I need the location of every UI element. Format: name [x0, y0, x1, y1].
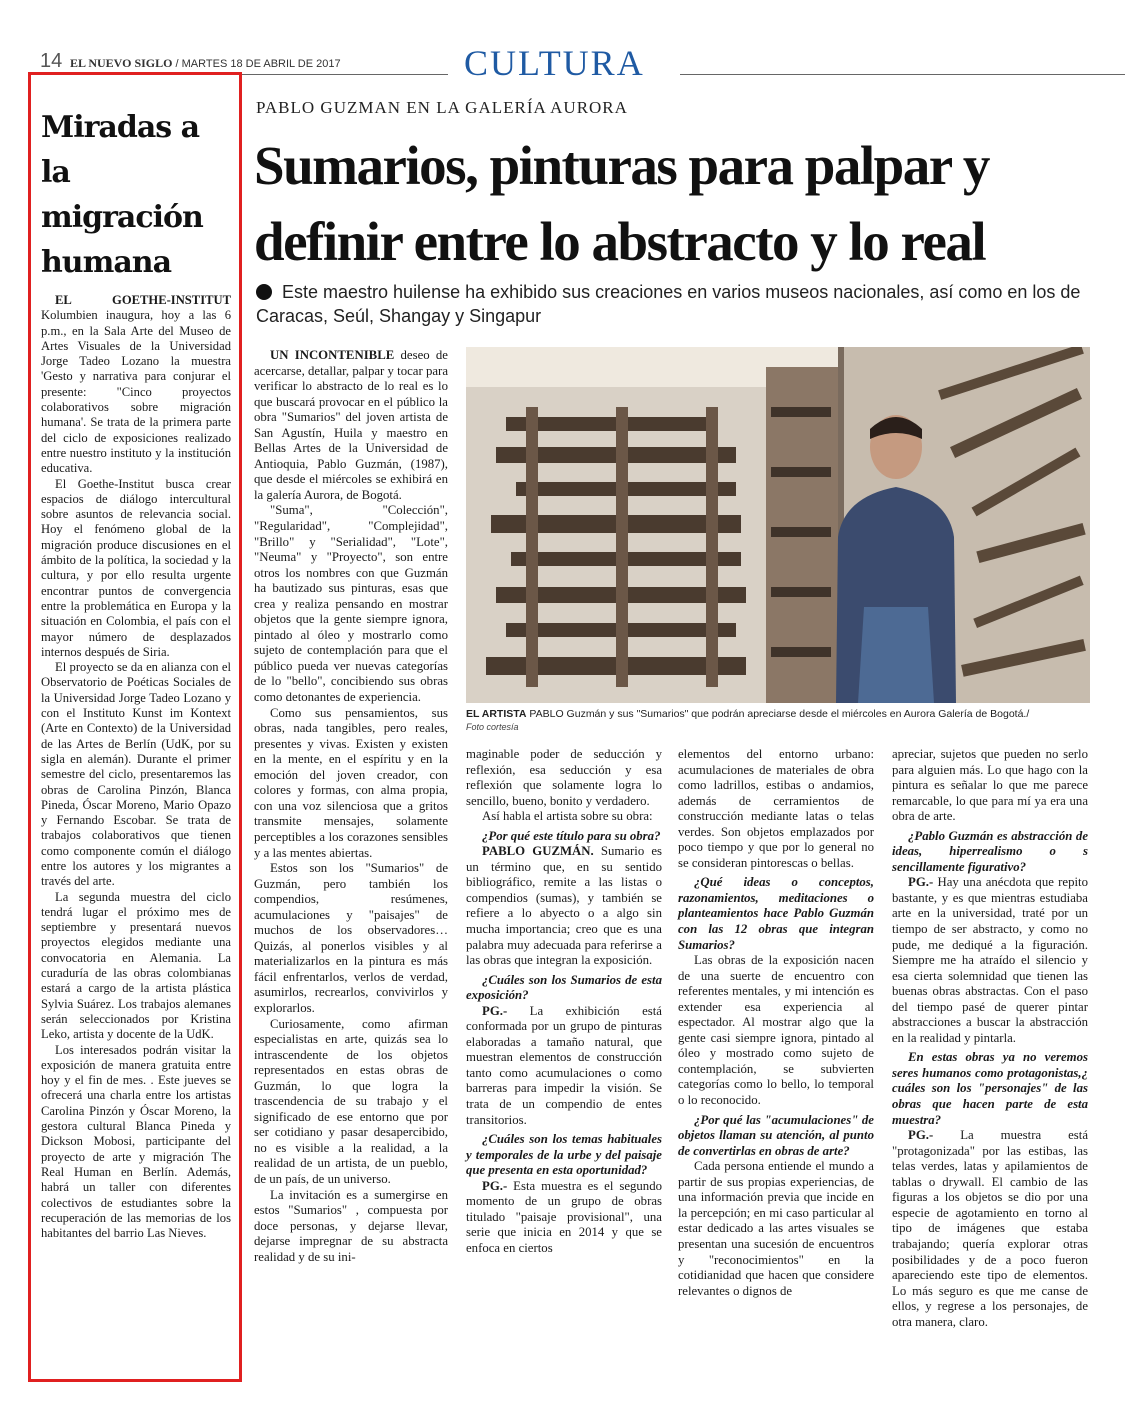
paper-dateline: [70, 56, 341, 71]
artist-photo-illustration: [466, 347, 1090, 703]
article-paragraph: elementos del entorno urbano: acumulaciones de materiales de obra como ladrillos, estibas o andamios, además de cerramientos de construcción mediante latas o telas verdes. Son objetos emplazados por poco tiempo y que por lo general no se consideran pintorescas o bellas.: [678, 747, 874, 870]
article-paragraph: "Suma", "Colección", "Regularidad", "Complejidad", "Brillo" y "Serialidad", "Lote", "Neuma" y "Proyecto", son entre otros los nombres con que Guzmán ha bautizado sus pinturas, esas que crea y realiza pensando en mostrar objetos que la gente siempre ignora, pintado al óleo y mostrarlo como sujeto de contemplación para que el público pueda ver nuevas categorías de lo "bello", concibiendo sus obras como detonantes de experiencia.: [254, 503, 448, 705]
article-column-1: [254, 348, 448, 1265]
answer-label: PG.-: [482, 1178, 508, 1193]
sidebar-lead: EL GOETHE-INSTITUT: [55, 293, 231, 307]
sidebar-box: [28, 72, 242, 1382]
interview-question: ¿Cuáles son los Sumarios de esta exposición?: [466, 972, 662, 1003]
interview-question: ¿Pablo Guzmán es abstracción de ideas, hiperrealismo o s sencillamente figurativo?: [892, 828, 1088, 874]
section-title: CULTURA: [464, 43, 645, 83]
sidebar-paragraph: Kolumbien inaugura, hoy a las 6 p.m., en la Sala Arte del Museo de Artes Visuales de la Universidad Jorge Tadeo Lozano la muestra 'Gesto y narrativa para conjurar el presente: "Cinco proyectos colaborativos sobre migración humana'. Se trata de la primera parte del ciclo de exposiciones realizado entre nuestro instituto y la institución educativa.: [41, 308, 231, 476]
article-headline: Sumarios, pinturas para palpar y definir entre lo abstracto y lo real: [254, 135, 989, 272]
header-rule-right: [680, 74, 1125, 75]
interview-answer: La muestra está "protagonizada" por las estibas, las telas verdes, latas y apilamientos de tablas o drywall. El cambio de las figuras a los objetos se dio por una especie de agotamiento en torno al tipo de imágenes que estaba trabajando; quería explorar otras posibilidades y de a poco fueron apareciendo este tipo de elementos. Lo más seguro es que me canse de ellos, y regrese a los personajes, de otra manera, claro.: [892, 1128, 1088, 1329]
sidebar-paragraph: La segunda muestra del ciclo tendrá lugar el próximo mes de septiembre y presentará nuevos proyectos elegidos mediante una convocatoria en Alemania. La curaduría de las obras colombianas estará a cargo de la artista plástica Sylvia Suárez. Los trabajos alemanes serán seleccionados por Kristina Leko, artista y docente de la UdK.: [41, 889, 231, 1042]
bullet-icon: [256, 284, 272, 300]
article-column-3: [678, 747, 874, 1299]
interview-question: En estas obras ya no veremos seres humanos como protagonistas,¿ cuáles son los "personajes" de las obras que hacen parte de esta muestra?: [892, 1050, 1088, 1127]
interview-answer: La exhibición está conformada por un grupo de pinturas elaboradas a tamaño natural, que muestran elementos de construcción tanto como acumulaciones o como barreras para impedir la visión. Se trata de un compendio de entes transitorios.: [466, 1003, 662, 1127]
sidebar-paragraph: El Goethe-Institut busca crear espacios de diálogo intercultural sobre asuntos de relevancia social. Hoy el fenómeno global de la migración produce discusiones en el ámbito de la política, la sociedad y la cultura, y por ello resulta urgente encontrar puntos de convergencia entre la problemática en Europa y la situación en Colombia, el país con el mayor número de desplazados internos después de Siria.: [41, 476, 231, 659]
photo-caption: [466, 708, 1096, 734]
article-paragraph: maginable poder de seducción y reflexión, esa seducción y esa reflexión que solamente logra lo sencillo, bueno, bonito y verdadero.: [466, 747, 662, 808]
article-column-2: [466, 747, 662, 1257]
interview-answer: Cada persona entiende el mundo a partir de sus propias experiencias, de una información previa que incide en la percepción; en mi caso particular al estar dedicado a las artes visuales se presentan una sucesión de encuentros y "reconocimientos" en la cotidianidad que hacen que considere relevantes o dignos de: [678, 1159, 874, 1298]
artist-photo: [466, 347, 1090, 703]
sidebar-title: Miradas a la migración humana: [41, 110, 203, 280]
interview-answer: Esta muestra es el segundo momento de un grupo de obras titulado "paisaje provisional", una serie que inicia en 2014 y que se enfoca en ciertos: [466, 1178, 662, 1255]
article-paragraph: Así habla el artista sobre su obra:: [482, 809, 653, 824]
page-number: 14: [40, 50, 63, 72]
article-lead: UN INCONTENIBLE: [270, 348, 395, 362]
sidebar-paragraph: El proyecto se da en alianza con el Observatorio de Poéticas Sociales de la Universidad Jorge Tadeo Lozano y con el Instituto Kunst im Kontext (Arte en Contexto) de la Universidad de las Artes de Berlín (UdK, por su sigla en alemán). Durante el primer semestre del ciclo, presentaremos las obras de Carolina Pinzón, Blanca Pineda, Óscar Moreno, Mario Opazo y Fernando Escobar. Se trata de trabajos colaborativos que tienen como componente común el diálogo entre los autores y los migrantes a través del arte.: [41, 660, 231, 889]
interview-question: ¿Por qué las "acumulaciones" de objetos llaman su atención, al punto de convertirlas en obras de arte?: [678, 1112, 874, 1158]
sidebar-body: [41, 293, 231, 1241]
article-paragraph: Estos son los "Sumarios" de Guzmán, pero también los compendios, resúmenes, acumulaciones y "paisajes" de muchos de los observadores… Quizás, al ponerlos visibles y al materializarlos en la pintura es más fácil enfrentarlos, verlos de verdad, asumirlos, recrearlos, convivirlos y explorarlos.: [254, 861, 448, 1015]
interview-answer: Sumario es un término que, en su sentido bibliográfico, remite a las listas o compendios (sumas), y también se refiere a lo abyecto o a algo sin mucha importancia; creo que es una palabra muy adecuada para referirse a las obras que integran la exposición.: [466, 844, 662, 968]
subhead-text: Este maestro huilense ha exhibido sus creaciones en varios museos nacionales, así como en los de Caracas, Seúl, Shangay y Singapur: [256, 282, 1081, 326]
article-paragraph: La invitación es a sumergirse en estos "Sumarios" , compuesta por doce personas, y dejarse llevar, dejarse impregnar de su abstracta realidad y de su ini-: [254, 1187, 448, 1264]
interview-question: ¿Cuáles son los temas habituales y temporales de la urbe y del paisaje que presenta en esta oportunidad?: [466, 1132, 662, 1178]
caption-text: PABLO Guzmán y sus "Sumarios" que podrán apreciarse desde el miércoles en Aurora Galería de Bogotá./: [526, 708, 1030, 720]
caption-label: EL ARTISTA: [466, 708, 527, 720]
article-column-4: [892, 747, 1088, 1330]
photo-credit: Foto cortesía: [466, 722, 519, 732]
issue-date: / MARTES 18 DE ABRIL DE 2017: [172, 58, 341, 70]
article-subhead: [256, 280, 1096, 328]
answer-label: PABLO GUZMÁN.: [482, 844, 594, 859]
article-paragraph: Curiosamente, como afirman especialistas en arte, quizás sea lo intrascendente de los objetos representados en estas obras de Guzmán, lo que logra la trascendencia de su trabajo y el significado de ese entorno que por ser cotidiano y pasar desapercibido, no es visible a la realidad, a la realidad de un artista, de un pueblo, de un país, de un universo.: [254, 1016, 448, 1186]
paper-name: EL NUEVO SIGLO: [70, 56, 173, 70]
interview-answer: Hay una anécdota que repito bastante, y es que mientras estudiaba arte en la universidad, traté por un tiempo de ser abstracto, y como no pude, me dediqué a la figuración. Siempre me ha atraído el silencio y esa cierta solemnidad que tienen las buenas obras abstractas. Con el paso del tiempo pasé de querer pintar abstracciones a buscar la abstracción en la realidad y pintarla.: [892, 875, 1088, 1045]
article-paragraph: Como sus pensamientos, sus obras, nada tangibles, pero reales, presentes y vivas. Existen y existen en la mente, en el espíritu y en la emoción del joven creador, con colores y formas, con alma propia, con una voz silenciosa que a gritos transmite mensajes, solamente perceptibles a los corazones sensibles y a las mentes abiertas.: [254, 705, 448, 860]
answer-label: PG.-: [908, 1128, 934, 1143]
interview-question: ¿Qué ideas o conceptos, razonamientos, meditaciones o planteamientos hace Pablo Guzmán con las 12 obras que integran Sumarios?: [678, 875, 874, 952]
article-paragraph: apreciar, sujetos que pueden no serlo para alguien más. Lo que hago con la pintura es señalar lo que me parece remarcable, lo que para mí ya era una obra de arte.: [892, 747, 1088, 824]
article-kicker: PABLO GUZMAN EN LA GALERÍA AURORA: [256, 98, 628, 117]
interview-answer: Las obras de la exposición nacen de una suerte de encuentro con referentes mentales, y mi intención es extender esa experiencia al espectador. Al mostrar algo que la gente casi siempre ignora, pintado al óleo y mostrado como sujeto de contemplación, se subvierten categorías como lo bello, lo temporal o lo reconocido.: [678, 953, 874, 1108]
interview-question: ¿Por qué este título para su obra?: [482, 828, 661, 843]
answer-label: PG.-: [908, 875, 934, 890]
answer-label: PG.-: [482, 1003, 508, 1018]
sidebar-paragraph: Los interesados podrán visitar la exposición de manera gratuita entre hoy y el fin de mes. . Este jueves se ofrecerá una charla entre los artistas Carolina Pinzón y Óscar Moreno, la gestora cultural Blanca Pineda y Dickson Mobosi, participante del proyecto de arte y migración The Real Human en Berlín. Además, habrá un taller con diferentes colectivos de estudiantes sobre la recuperación de las memorias de los habitantes del barrio Las Nieves.: [41, 1042, 231, 1241]
article-paragraph: deseo de acercarse, detallar, palpar y tocar para verificar lo abstracto de lo real es lo que buscará provocar en el público la obra "Sumarios" del joven artista de San Agustín, Huila y maestro en Bellas Artes de la Universidad de Antioquia, Pablo Guzmán, (1987), que desde el miércoles se exhibirá en la galería Aurora, de Bogotá.: [254, 348, 448, 502]
